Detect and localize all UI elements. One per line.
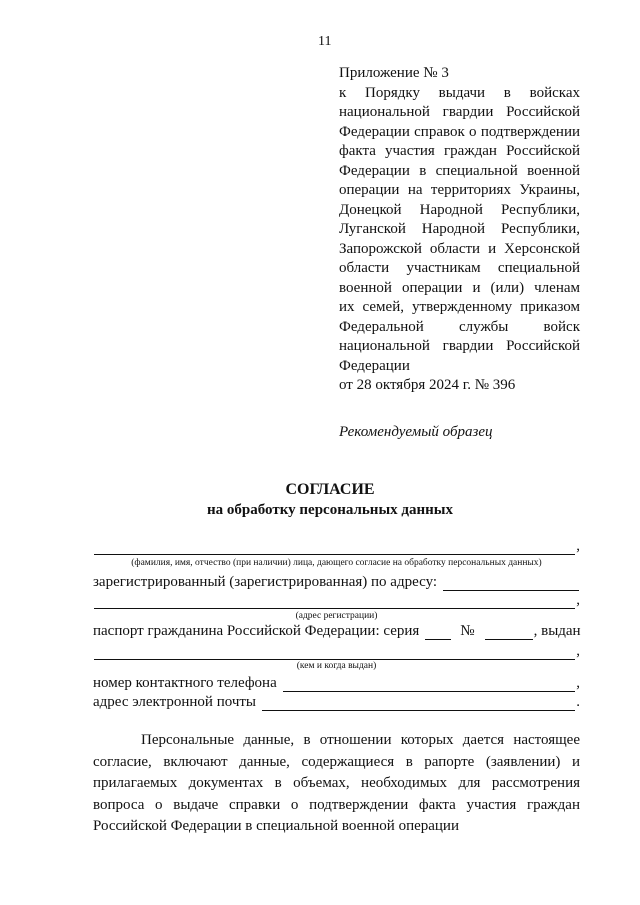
- comma: ,: [576, 592, 580, 608]
- appendix-line: национальной гвардии Российской: [339, 338, 580, 354]
- appendix-date-line: от 28 октября 2024 г. № 396: [339, 377, 516, 393]
- appendix-line: операции на территориях Украины,: [339, 182, 580, 198]
- appendix-line: к Порядку выдачи в войсках: [339, 84, 580, 101]
- full-name-caption: (фамилия, имя, отчество (при наличии) лица, дающего согласие на обработку персональных данных): [131, 558, 542, 568]
- issued-row: [93, 643, 580, 660]
- passport-label: паспорт гражданина Российской Федерации: серия: [93, 623, 420, 639]
- document-title: СОГЛАСИЕ: [285, 481, 375, 498]
- phone-label: номер контактного телефона: [93, 675, 277, 691]
- address-caption: (адрес регистрации): [295, 611, 378, 621]
- number-sign: №: [460, 623, 475, 639]
- consent-paragraph: Персональные данные, в отношении которых дается настоящее согласие, включают данные, содержащиеся в рапорте (заявлении) и прилагаемых документах в объемах, необходимых для рассмотрения вопроса о выдаче справки о подтверждении факта участия граждан Российской Федерации в специальной военной операции: [93, 732, 580, 834]
- phone-field[interactable]: [283, 676, 576, 692]
- email-row: [93, 694, 580, 711]
- document-subtitle: на обработку персональных данных: [207, 502, 453, 518]
- registered-row: [93, 574, 580, 591]
- issued-caption: (кем и когда выдан): [296, 661, 377, 671]
- appendix-heading: Приложение № 3: [339, 65, 449, 81]
- registered-label: зарегистрированный (зарегистрированная) по адресу:: [93, 574, 438, 590]
- full-name-row: [93, 538, 580, 555]
- passport-number-field[interactable]: [485, 624, 533, 640]
- appendix-line: Федерации: [339, 357, 410, 374]
- phone-row: [93, 675, 580, 692]
- appendix-line: Федеральной службы войск: [339, 318, 580, 335]
- appendix-line: Федерации в специальной военной: [339, 162, 580, 179]
- appendix-line: их семей, утвержденному приказом: [339, 299, 580, 315]
- appendix-line: Луганской Народной Республики,: [339, 221, 580, 237]
- registered-row-continued: [93, 592, 580, 609]
- email-label: адрес электронной почты: [93, 694, 257, 710]
- passport-series-field[interactable]: [425, 624, 451, 640]
- appendix-line: Донецкой Народной Республики,: [339, 201, 580, 218]
- issued-label: , выдан: [533, 623, 581, 639]
- email-field[interactable]: [262, 695, 575, 711]
- appendix-line: Запорожской области и Херсонской: [339, 240, 580, 257]
- appendix-line: национальной гвардии Российской: [339, 104, 580, 120]
- appendix-line: области участникам специальной: [339, 260, 580, 276]
- appendix-line: Федерации справок о подтверждении: [339, 123, 580, 140]
- comma: ,: [576, 643, 580, 659]
- registered-address-field-continued[interactable]: [94, 593, 575, 609]
- passport-row: [93, 623, 580, 640]
- page-number: 11: [318, 34, 332, 49]
- appendix-block: [339, 64, 580, 396]
- period: .: [576, 694, 580, 710]
- comma: ,: [576, 675, 580, 691]
- full-name-field[interactable]: [94, 539, 575, 555]
- appendix-line: факта участия граждан Российской: [339, 143, 580, 159]
- issued-by-field[interactable]: [94, 644, 575, 660]
- comma: ,: [576, 538, 580, 554]
- sample-label: Рекомендуемый образец: [339, 424, 493, 440]
- registered-address-field[interactable]: [443, 575, 579, 591]
- appendix-line: военной операции и (или) членам: [339, 279, 580, 296]
